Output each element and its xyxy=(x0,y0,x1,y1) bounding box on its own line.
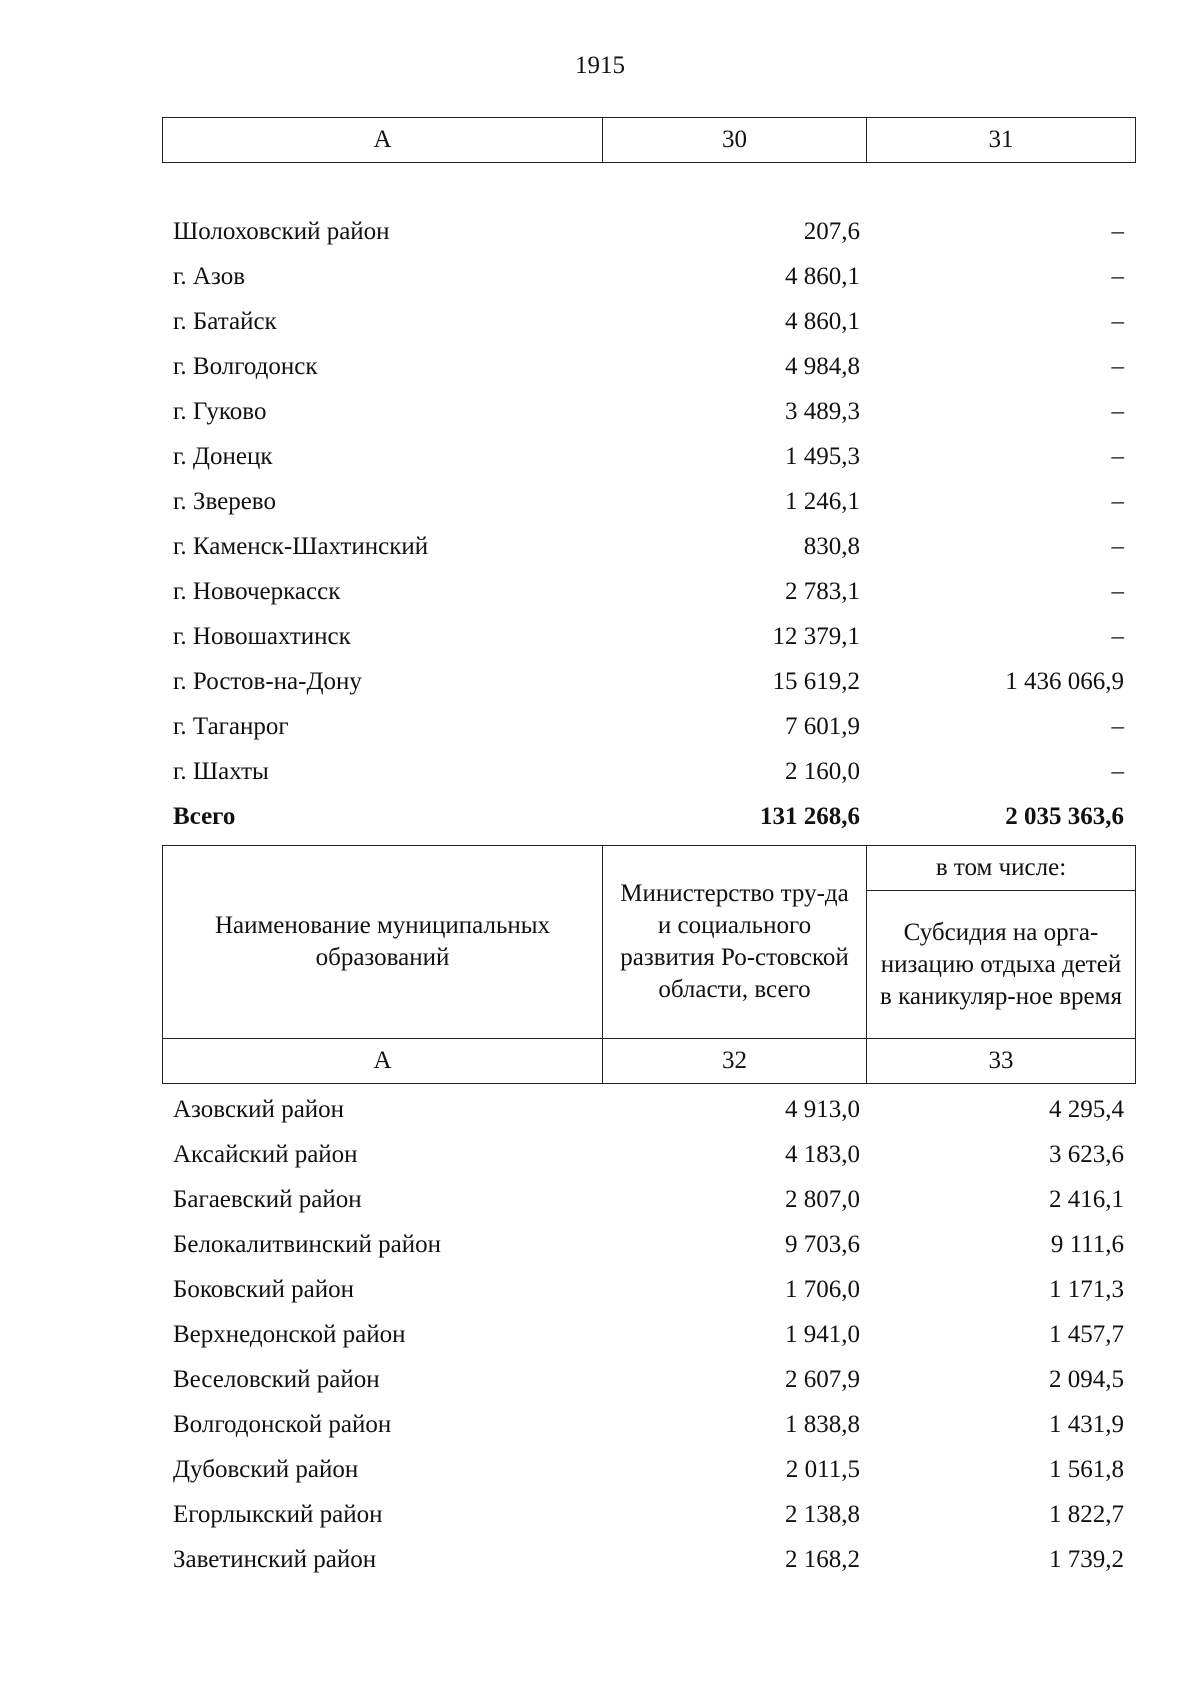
total-col-31: 2 035 363,6 xyxy=(1005,803,1124,830)
value-col-32: 4 183,0 xyxy=(785,1141,860,1168)
table-row xyxy=(162,479,1135,524)
value-col-32: 4 913,0 xyxy=(785,1096,860,1123)
value-col-31: – xyxy=(1111,308,1124,335)
table2-header-subsidy: Субсидия на орга-низацию отдыха детей в каникуляр-ное время xyxy=(867,891,1136,1039)
value-col-30: 12 379,1 xyxy=(772,623,860,650)
value-col-31: – xyxy=(1111,578,1124,605)
municipality-name: г. Каменск-Шахтинский xyxy=(173,533,429,560)
table-row xyxy=(162,209,1135,254)
table2-header-including: в том числе: xyxy=(867,846,1136,891)
municipality-name: Заветинский район xyxy=(173,1546,377,1573)
table-row xyxy=(162,1447,1135,1492)
value-col-30: 1 495,3 xyxy=(785,443,860,470)
value-col-33: 3 623,6 xyxy=(1049,1141,1124,1168)
table-row xyxy=(162,1132,1135,1177)
value-col-30: 7 601,9 xyxy=(785,713,860,740)
value-col-30: 2 783,1 xyxy=(785,578,860,605)
value-col-33: 1 822,7 xyxy=(1049,1501,1124,1528)
municipality-name: Белокалитвинский район xyxy=(173,1231,441,1258)
table-row xyxy=(162,1312,1135,1357)
municipality-name: г. Новошахтинск xyxy=(173,623,351,650)
table-row xyxy=(162,344,1135,389)
value-col-31: – xyxy=(1111,353,1124,380)
value-col-32: 9 703,6 xyxy=(785,1231,860,1258)
table-row xyxy=(162,1222,1135,1267)
table2-header xyxy=(162,845,1136,1084)
table1-header-col-30: 30 xyxy=(603,118,867,163)
municipality-name: г. Зверево xyxy=(173,488,276,515)
table-row xyxy=(162,299,1135,344)
value-col-30: 4 860,1 xyxy=(785,308,860,335)
municipality-name: Шолоховский район xyxy=(173,218,390,245)
municipality-name: г. Батайск xyxy=(173,308,277,335)
table-row xyxy=(162,524,1135,569)
municipality-name: Дубовский район xyxy=(173,1456,359,1483)
table2-number-col-33: 33 xyxy=(867,1039,1136,1084)
value-col-30: 830,8 xyxy=(803,533,860,560)
value-col-31: – xyxy=(1111,218,1124,245)
value-col-31: – xyxy=(1111,443,1124,470)
value-col-30: 3 489,3 xyxy=(785,398,860,425)
table-row xyxy=(162,1492,1135,1537)
value-col-33: 1 457,7 xyxy=(1049,1321,1124,1348)
municipality-name: Егорлыкский район xyxy=(173,1501,383,1528)
municipality-name: г. Таганрог xyxy=(173,713,289,740)
value-col-32: 1 941,0 xyxy=(785,1321,860,1348)
table-row xyxy=(162,1087,1135,1132)
total-label: Всего xyxy=(173,803,236,830)
table-row xyxy=(162,704,1135,749)
value-col-31: – xyxy=(1111,488,1124,515)
table-row xyxy=(162,749,1135,794)
value-col-31: – xyxy=(1111,398,1124,425)
value-col-33: 2 094,5 xyxy=(1049,1366,1124,1393)
table-row xyxy=(162,389,1135,434)
value-col-32: 1 706,0 xyxy=(785,1276,860,1303)
municipality-name: г. Азов xyxy=(173,263,246,290)
municipality-name: Багаевский район xyxy=(173,1186,362,1213)
municipality-name: Боковский район xyxy=(173,1276,354,1303)
total-col-30: 131 268,6 xyxy=(760,803,860,830)
municipality-name: Аксайский район xyxy=(173,1141,358,1168)
municipality-name: г. Ростов-на-Дону xyxy=(173,668,362,695)
value-col-33: 1 431,9 xyxy=(1049,1411,1124,1438)
value-col-33: 4 295,4 xyxy=(1049,1096,1124,1123)
table-row xyxy=(162,1402,1135,1447)
value-col-33: 1 561,8 xyxy=(1049,1456,1124,1483)
value-col-30: 2 160,0 xyxy=(785,758,860,785)
table-row xyxy=(162,614,1135,659)
municipality-name: г. Волгодонск xyxy=(173,353,318,380)
table2-number-col-a: А xyxy=(163,1039,603,1084)
value-col-31: 1 436 066,9 xyxy=(1005,668,1124,695)
table2-number-col-32: 32 xyxy=(603,1039,867,1084)
value-col-33: 1 171,3 xyxy=(1049,1276,1124,1303)
table2-header-municipality: Наименование муниципальных образований xyxy=(163,846,603,1039)
value-col-33: 1 739,2 xyxy=(1049,1546,1124,1573)
municipality-name: Азовский район xyxy=(173,1096,345,1123)
table-row xyxy=(162,1177,1135,1222)
value-col-32: 2 011,5 xyxy=(785,1456,860,1483)
value-col-31: – xyxy=(1111,758,1124,785)
value-col-33: 2 416,1 xyxy=(1049,1186,1124,1213)
value-col-32: 1 838,8 xyxy=(785,1411,860,1438)
value-col-31: – xyxy=(1111,263,1124,290)
table-row xyxy=(162,434,1135,479)
municipality-name: Веселовский район xyxy=(173,1366,380,1393)
value-col-33: 9 111,6 xyxy=(1050,1231,1124,1258)
value-col-30: 15 619,2 xyxy=(772,668,860,695)
municipality-name: Верхнедонской район xyxy=(173,1321,406,1348)
value-col-32: 2 168,2 xyxy=(785,1546,860,1573)
page-number: 1915 xyxy=(575,52,625,79)
table-row xyxy=(162,1357,1135,1402)
municipality-name: г. Шахты xyxy=(173,758,269,785)
municipality-name: г. Новочеркасск xyxy=(173,578,341,605)
municipality-name: г. Гуково xyxy=(173,398,267,425)
table-row xyxy=(162,1537,1135,1582)
table1-body xyxy=(162,209,1135,839)
table-row xyxy=(162,659,1135,704)
value-col-30: 4 984,8 xyxy=(785,353,860,380)
value-col-32: 2 807,0 xyxy=(785,1186,860,1213)
table-row xyxy=(162,254,1135,299)
value-col-32: 2 138,8 xyxy=(785,1501,860,1528)
table1-header xyxy=(162,117,1136,163)
table-row xyxy=(162,569,1135,614)
value-col-30: 207,6 xyxy=(803,218,860,245)
value-col-32: 2 607,9 xyxy=(785,1366,860,1393)
table-row xyxy=(162,1267,1135,1312)
table1-header-col-31: 31 xyxy=(867,118,1136,163)
table2-header-ministry-total: Министерство тру-да и социального развития Ро-стовской области, всего xyxy=(603,846,867,1039)
value-col-30: 1 246,1 xyxy=(785,488,860,515)
municipality-name: г. Донецк xyxy=(173,443,273,470)
municipality-name: Волгодонской район xyxy=(173,1411,392,1438)
value-col-31: – xyxy=(1111,533,1124,560)
total-row xyxy=(162,794,1135,839)
value-col-31: – xyxy=(1111,623,1124,650)
table2-body xyxy=(162,1087,1135,1582)
value-col-31: – xyxy=(1111,713,1124,740)
table1-header-col-a: А xyxy=(163,118,603,163)
value-col-30: 4 860,1 xyxy=(785,263,860,290)
